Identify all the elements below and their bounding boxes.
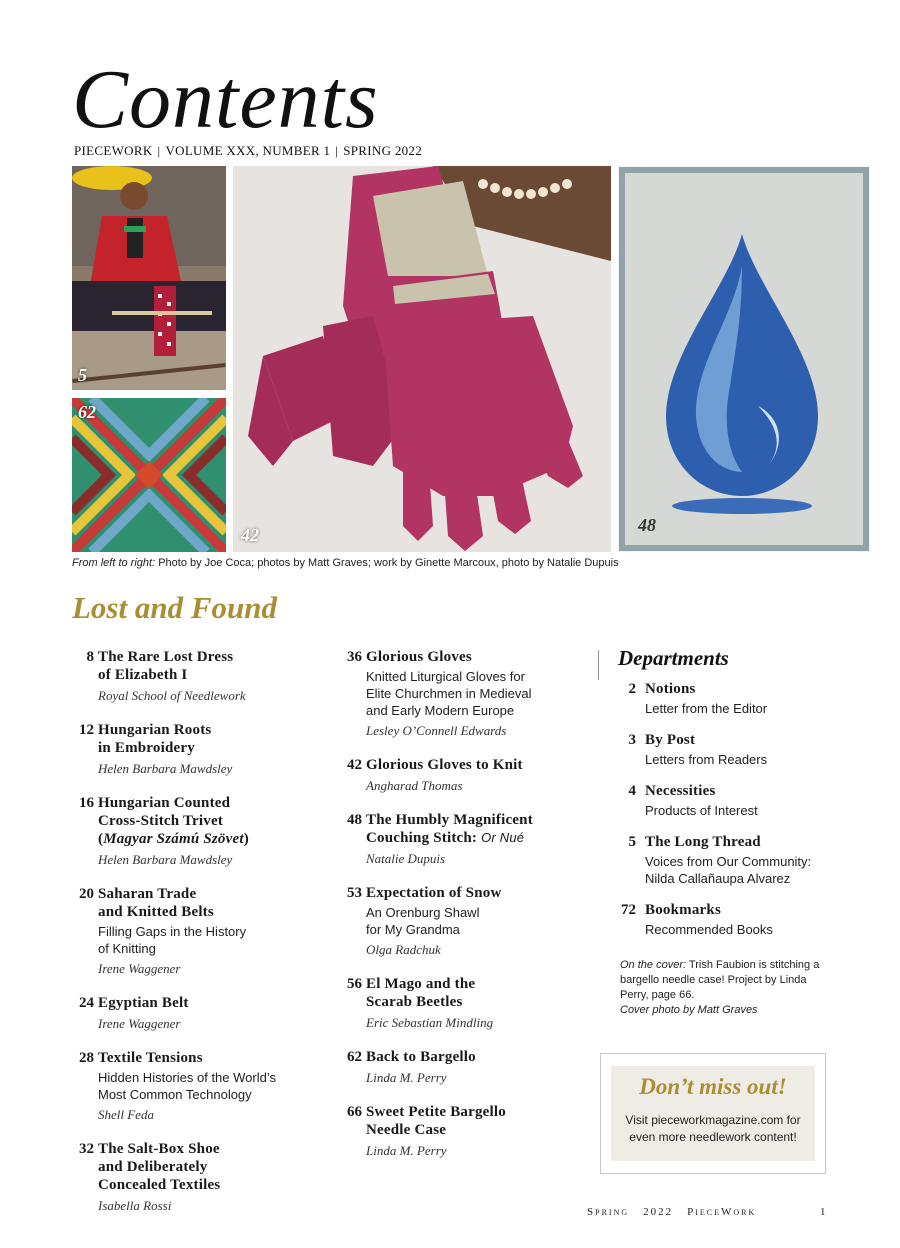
cover-note [620,958,830,1018]
promo-title: Don’t miss out! [639,1074,787,1099]
department-entry[interactable] [614,680,844,717]
toc-entry[interactable] [72,885,332,977]
department-description: Recommended Books [645,922,773,937]
departments-title: Departments [618,646,729,670]
contents-column-1 [72,648,332,1231]
toc-description: Hidden Histories of the World’s Most Common Technology [98,1070,276,1102]
toc-page-number: 48 [347,812,362,828]
section-title: Lost and Found [72,590,278,625]
department-entry[interactable] [614,731,844,768]
toc-title-tail: Or Nué [481,830,525,845]
toc-entry[interactable] [340,756,595,794]
toc-page-number: 36 [347,649,362,665]
cover-note-lead: On the cover: [620,959,687,971]
toc-description: Knitted Liturgical Gloves for Elite Churchmen in Medieval and Early Modern Europe [366,669,532,718]
toc-entry[interactable] [340,975,595,1031]
toc-author: Angharad Thomas [366,778,463,793]
toc-author: Natalie Dupuis [366,851,446,866]
page-title: Contents [72,53,379,146]
footer-season: Spring [587,1206,630,1218]
toc-entry[interactable] [340,1103,595,1159]
toc-entry[interactable] [72,1140,332,1214]
toc-page-number: 42 [347,757,362,773]
gloves-photo [233,166,611,552]
toc-author: Royal School of Needlework [98,688,246,703]
department-title: The Long Thread [645,834,761,850]
photo-page-number: 5 [78,365,87,385]
photo-page-number: 62 [78,402,96,422]
footer-magazine: PieceWork [687,1206,757,1218]
toc-title: Hungarian Counted Cross-Stitch Trivet (Magyar Számú Szövet) [98,795,249,847]
department-description: Letters from Readers [645,752,768,767]
toc-title: Textile Tensions [98,1050,203,1066]
photo-credits-lead: From left to right: [72,557,156,569]
masthead-volume: VOLUME XXX, NUMBER 1 [165,143,331,158]
waterdrop-photo [618,166,870,552]
toc-page-number: 56 [347,976,362,992]
department-description: Letter from the Editor [645,701,768,716]
toc-entry[interactable] [340,1048,595,1086]
department-description: Products of Interest [645,803,758,818]
promo-text: Visit pieceworkmagazine.com for even more needlework content! [625,1113,801,1144]
photo-page-number: 42 [241,525,259,545]
toc-author: Isabella Rossi [98,1198,172,1213]
departments-list [614,680,844,952]
contents-column-2 [340,648,595,1176]
promo-box[interactable] [600,1053,826,1174]
toc-page-number: 62 [347,1049,362,1065]
toc-title: Glorious Gloves to Knit [366,757,523,773]
footer-year: 2022 [643,1206,674,1218]
toc-page-number: 24 [79,995,94,1011]
toc-page-number: 53 [347,885,362,901]
toc-page-number: 8 [86,649,94,665]
cover-note-text: Trish Faubion is stitching a bargello needle case! Project by Linda Perry, page 66. [620,959,820,1001]
toc-title: The Salt-Box Shoe and Deliberately Concealed Textiles [98,1141,221,1193]
toc-title: El Mago and the Scarab Beetles [366,976,476,1010]
toc-page-number: 5 [628,834,636,850]
toc-entry[interactable] [72,648,332,704]
toc-author: Lesley O’Connell Edwards [366,723,507,738]
department-entry[interactable] [614,782,844,819]
toc-author: Irene Waggener [98,1016,181,1031]
toc-title: The Rare Lost Dress of Elizabeth I [98,649,234,683]
departments-rule [598,650,599,680]
department-title: Notions [645,681,696,697]
department-title: Bookmarks [645,902,721,918]
toc-entry[interactable] [340,648,595,739]
toc-title: Back to Bargello [366,1049,476,1065]
masthead: PIECEWORK | VOLUME XXX, NUMBER 1 | SPRING 2022 [74,143,423,158]
toc-author: Irene Waggener [98,961,181,976]
toc-author: Linda M. Perry [366,1070,447,1085]
toc-title: Glorious Gloves [366,649,472,665]
toc-author: Shell Feda [98,1107,154,1122]
department-entry[interactable] [614,833,844,887]
department-description: Voices from Our Community: Nilda Callañaupa Alvarez [645,854,812,886]
toc-title: Saharan Trade and Knitted Belts [98,886,214,920]
cover-photo-credit: Cover photo by Matt Graves [620,1004,758,1016]
toc-entry[interactable] [340,811,595,867]
department-entry[interactable] [614,901,844,938]
toc-page-number: 66 [347,1104,362,1120]
toc-entry[interactable] [72,1049,332,1123]
toc-title [366,811,595,847]
toc-page-number: 16 [79,795,94,811]
department-title: By Post [645,732,696,748]
toc-page-number: 2 [628,681,636,697]
toc-page-number: 3 [628,732,636,748]
page-number: 1 [820,1206,826,1218]
toc-title: Hungarian Roots in Embroidery [98,722,212,756]
toc-author: Helen Barbara Mawdsley [98,761,233,776]
toc-author: Eric Sebastian Mindling [366,1015,494,1030]
toc-page-number: 20 [79,886,94,902]
toc-title-main: The Humbly Magnificent Couching Stitch: [366,812,533,846]
promo-panel [611,1066,815,1161]
toc-author: Linda M. Perry [366,1143,447,1158]
photo-credits [72,557,619,569]
toc-page-number: 32 [79,1141,94,1157]
photo-credits-text: Photo by Joe Coca; photos by Matt Graves; work by Ginette Marcoux, photo by Natalie Dupuis [155,557,619,569]
toc-page-number: 28 [79,1050,94,1066]
toc-title: Egyptian Belt [98,995,189,1011]
toc-title: Expectation of Snow [366,885,502,901]
toc-description: An Orenburg Shawl for My Grandma [366,905,480,937]
toc-description: Filling Gaps in the History of Knitting [98,924,247,956]
department-title: Necessities [645,783,716,799]
toc-entry[interactable] [72,721,332,777]
toc-entry[interactable] [72,994,332,1032]
running-footer [587,1206,756,1218]
toc-page-number: 72 [621,902,636,918]
toc-entry[interactable] [72,794,332,868]
toc-author: Helen Barbara Mawdsley [98,852,233,867]
toc-page-number: 4 [628,783,636,799]
photo-page-number: 48 [638,515,656,535]
toc-page-number: 12 [79,722,94,738]
toc-author: Olga Radchuk [366,942,441,957]
weaver-photo [72,166,226,390]
masthead-magazine: PIECEWORK [74,143,153,158]
toc-title: Sweet Petite Bargello Needle Case [366,1104,506,1138]
masthead-issue: SPRING 2022 [343,143,423,158]
toc-entry[interactable] [340,884,595,958]
bargello-photo [72,398,226,552]
